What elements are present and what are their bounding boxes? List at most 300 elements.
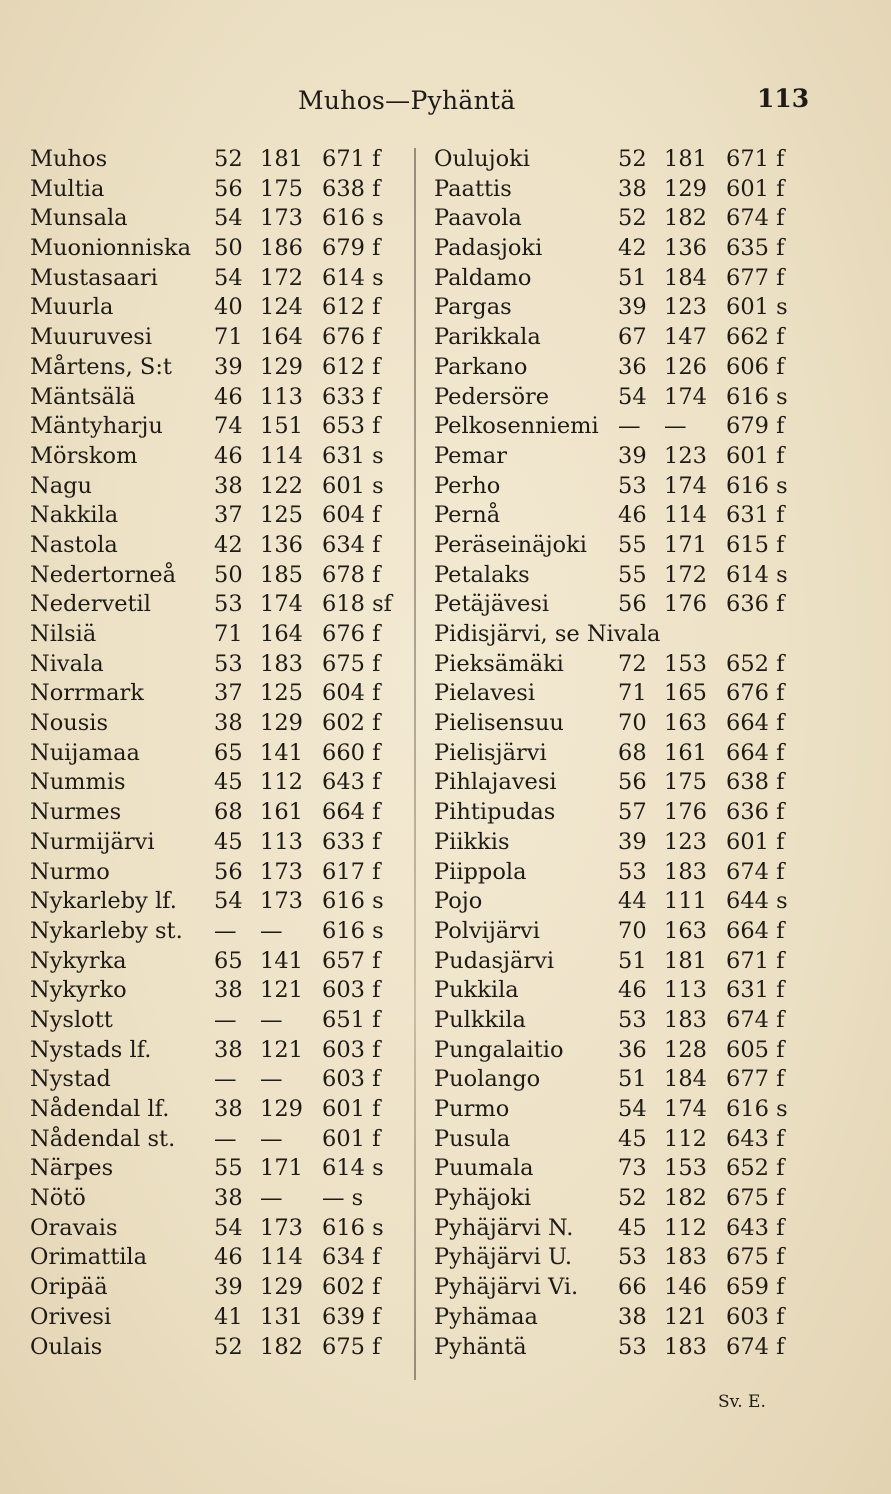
value-2: 153	[664, 650, 707, 677]
table-row	[434, 383, 834, 413]
place-name: Mäntyharju	[30, 413, 163, 440]
table-row	[434, 1125, 834, 1155]
place-name: Nummis	[30, 769, 126, 796]
value-3: 615 f	[726, 531, 785, 558]
value-3: 644 s	[726, 888, 788, 915]
value-1: 54	[214, 205, 243, 232]
value-1: 52	[214, 1333, 243, 1360]
value-3: 674 f	[726, 1006, 785, 1033]
table-row	[434, 501, 834, 531]
value-2: 114	[260, 1244, 303, 1271]
value-2: 163	[664, 710, 707, 737]
place-name: Paldamo	[434, 264, 532, 291]
place-name: Pielavesi	[434, 680, 536, 707]
value-3: 677 f	[726, 264, 785, 291]
place-name: Nivala	[30, 650, 104, 677]
value-3: 601 f	[322, 1096, 381, 1122]
place-name: Nilsiä	[30, 621, 97, 647]
value-1: 45	[214, 828, 243, 855]
place-name: Nurmes	[30, 799, 122, 826]
value-3: 660 f	[322, 739, 381, 766]
value-1: 65	[214, 947, 243, 974]
table-row	[30, 768, 410, 798]
value-1: 70	[618, 710, 647, 737]
place-name: Nedervetil	[30, 591, 151, 618]
value-3: 618 sf	[322, 591, 392, 618]
value-1: 45	[618, 1125, 647, 1152]
value-3: 616 s	[726, 383, 788, 410]
value-2: 141	[260, 739, 303, 766]
value-3: 679 f	[322, 235, 381, 262]
value-3: 605 f	[726, 1036, 785, 1063]
table-row	[30, 1184, 410, 1214]
place-name: Norrmark	[30, 680, 144, 707]
table-row	[434, 947, 834, 977]
value-2: 131	[260, 1303, 303, 1330]
value-3: 638 f	[726, 769, 785, 796]
value-3: 671 f	[726, 146, 785, 172]
value-3: 675 f	[322, 650, 381, 677]
place-name: Pelkosenniemi	[434, 413, 599, 440]
table-row	[434, 709, 834, 739]
table-row	[30, 1125, 410, 1155]
value-1: 38	[214, 710, 243, 737]
value-2: 176	[664, 591, 707, 618]
table-row	[30, 976, 410, 1006]
value-2: 183	[664, 1333, 707, 1360]
value-2: 164	[260, 324, 303, 351]
place-name: Mörskom	[30, 442, 138, 469]
value-1: 50	[214, 561, 243, 588]
value-2: 114	[664, 502, 707, 529]
value-2: 173	[260, 858, 303, 885]
table-row	[434, 442, 834, 472]
table-row	[30, 264, 410, 294]
table-row	[30, 1006, 410, 1036]
place-name: Nystad	[30, 1066, 111, 1093]
table-row	[30, 709, 410, 739]
place-name: Petäjävesi	[434, 591, 550, 618]
value-3: 614 s	[322, 1155, 384, 1182]
place-name: Peräseinäjoki	[434, 531, 587, 558]
value-3: 604 f	[322, 502, 381, 529]
place-name: Multia	[30, 175, 105, 202]
place-name: Pihtipudas	[434, 799, 556, 826]
value-1: 38	[214, 1185, 243, 1212]
value-1: 55	[618, 561, 647, 588]
place-name: Nykarleby lf.	[30, 888, 177, 915]
value-2: —	[260, 1125, 283, 1152]
table-row	[30, 442, 410, 472]
value-1: 57	[618, 799, 647, 826]
table-row	[30, 1273, 410, 1303]
value-3: 603 f	[322, 1036, 381, 1063]
value-2: 184	[664, 264, 707, 291]
value-1: 55	[618, 531, 647, 558]
table-row	[434, 887, 834, 917]
value-3: 616 s	[322, 205, 384, 232]
place-name: Puumala	[434, 1155, 534, 1182]
value-1: 46	[618, 977, 647, 1004]
table-row	[434, 1214, 834, 1244]
value-2: 174	[664, 1096, 707, 1122]
value-3: 678 f	[322, 561, 381, 588]
value-2: 151	[260, 413, 303, 440]
table-row	[30, 383, 410, 413]
table-row	[434, 293, 834, 323]
table-row	[30, 620, 410, 650]
value-2: 153	[664, 1155, 707, 1182]
table-row	[434, 768, 834, 798]
value-3: 604 f	[322, 680, 381, 707]
table-row	[30, 590, 410, 620]
value-1: 68	[618, 739, 647, 766]
value-2: 174	[260, 591, 303, 618]
place-name: Piikkis	[434, 828, 510, 855]
table-row	[30, 739, 410, 769]
value-2: 186	[260, 235, 303, 262]
value-2: 161	[260, 799, 303, 826]
value-1: 44	[618, 888, 647, 915]
value-2: 184	[664, 1066, 707, 1093]
value-2: 181	[664, 947, 707, 974]
table-row	[434, 1184, 834, 1214]
table-row	[434, 531, 834, 561]
table-row	[434, 679, 834, 709]
value-1: 51	[618, 947, 647, 974]
table-row	[434, 175, 834, 205]
value-1: 52	[618, 1185, 647, 1212]
value-1: 46	[214, 1244, 243, 1271]
value-1: 36	[618, 1036, 647, 1063]
value-2: 113	[260, 383, 303, 410]
value-2: 123	[664, 442, 707, 469]
table-row	[434, 976, 834, 1006]
place-name: Pyhäntä	[434, 1333, 527, 1360]
value-1: 50	[214, 235, 243, 262]
value-3: 601 f	[726, 175, 785, 202]
value-3: 634 f	[322, 531, 381, 558]
table-row	[30, 1154, 410, 1184]
value-2: 124	[260, 294, 303, 321]
value-3: 677 f	[726, 1066, 785, 1093]
value-3: 636 f	[726, 591, 785, 618]
value-3: 676 f	[322, 621, 381, 647]
value-3: 616 s	[322, 1214, 384, 1241]
table-row	[434, 472, 834, 502]
table-row	[434, 1036, 834, 1066]
value-2: 112	[664, 1214, 707, 1241]
table-row	[434, 1154, 834, 1184]
place-name: Pidisjärvi, se Nivala	[434, 621, 661, 647]
value-3: 651 f	[322, 1006, 381, 1033]
place-name: Nakkila	[30, 502, 119, 529]
value-1: 71	[618, 680, 647, 707]
value-1: 36	[618, 353, 647, 380]
value-2: 122	[260, 472, 303, 499]
value-1: —	[214, 1125, 237, 1152]
value-1: 38	[214, 1036, 243, 1063]
value-3: 638 f	[322, 175, 381, 202]
table-row	[30, 650, 410, 680]
table-row	[30, 1333, 410, 1363]
value-1: 53	[618, 1244, 647, 1271]
place-name: Pielisjärvi	[434, 739, 547, 766]
place-name: Oulujoki	[434, 146, 530, 172]
value-1: 67	[618, 324, 647, 351]
value-3: 664 f	[726, 739, 785, 766]
value-3: 674 f	[726, 858, 785, 885]
value-3: 674 f	[726, 205, 785, 232]
value-2: 183	[664, 858, 707, 885]
place-name: Pargas	[434, 294, 512, 321]
table-row	[30, 323, 410, 353]
place-name: Muonionniska	[30, 235, 192, 262]
value-1: 71	[214, 324, 243, 351]
table-row	[30, 472, 410, 502]
value-1: 42	[214, 531, 243, 558]
place-name: Pojo	[434, 888, 483, 915]
value-2: 121	[260, 1036, 303, 1063]
table-row	[434, 1006, 834, 1036]
table-row	[30, 1095, 410, 1125]
place-name: Pungalaitio	[434, 1036, 564, 1063]
value-2: 173	[260, 205, 303, 232]
place-name: Nykyrka	[30, 947, 127, 974]
value-2: 129	[664, 175, 707, 202]
value-1: 54	[618, 383, 647, 410]
place-name: Pyhäjärvi Vi.	[434, 1274, 579, 1301]
place-name: Perho	[434, 472, 501, 499]
place-name: Pukkila	[434, 977, 519, 1004]
table-row	[30, 887, 410, 917]
page-number: 113	[757, 84, 810, 113]
value-2: 128	[664, 1036, 707, 1063]
column-divider	[414, 148, 416, 1380]
table-row	[434, 828, 834, 858]
value-3: 674 f	[726, 1333, 785, 1360]
value-2: 181	[260, 146, 303, 172]
value-1: 56	[618, 591, 647, 618]
value-2: 163	[664, 917, 707, 944]
table-row	[434, 1095, 834, 1125]
left-column	[30, 145, 410, 1362]
value-2: 182	[260, 1333, 303, 1360]
value-2: 174	[664, 472, 707, 499]
place-name: Paavola	[434, 205, 522, 232]
value-1: 51	[618, 264, 647, 291]
place-name: Purmo	[434, 1096, 510, 1122]
value-1: 56	[214, 858, 243, 885]
value-3: 662 f	[726, 324, 785, 351]
table-row	[30, 828, 410, 858]
table-row	[434, 650, 834, 680]
page-title: Muhos—Pyhäntä	[298, 86, 516, 115]
value-1: 46	[618, 502, 647, 529]
table-row	[434, 1303, 834, 1333]
value-2: 181	[664, 146, 707, 172]
value-2: 141	[260, 947, 303, 974]
value-2: —	[664, 413, 687, 440]
value-3: 606 f	[726, 353, 785, 380]
value-3: 676 f	[322, 324, 381, 351]
value-2: 183	[260, 650, 303, 677]
value-1: 53	[618, 1006, 647, 1033]
value-1: 37	[214, 502, 243, 529]
value-1: 65	[214, 739, 243, 766]
value-2: 121	[260, 977, 303, 1004]
place-name: Puolango	[434, 1066, 541, 1093]
value-3: 633 f	[322, 383, 381, 410]
value-3: 616 s	[726, 472, 788, 499]
value-2: 161	[664, 739, 707, 766]
place-name: Mäntsälä	[30, 383, 136, 410]
value-2: 129	[260, 710, 303, 737]
table-row	[30, 531, 410, 561]
value-3: 616 s	[726, 1096, 788, 1122]
value-1: 45	[618, 1214, 647, 1241]
table-row	[434, 1273, 834, 1303]
value-2: 165	[664, 680, 707, 707]
place-name: Nousis	[30, 710, 109, 737]
table-row	[30, 917, 410, 947]
value-3: 601 f	[726, 828, 785, 855]
place-name: Pieksämäki	[434, 650, 564, 677]
place-name: Oulais	[30, 1333, 103, 1360]
value-2: 125	[260, 502, 303, 529]
place-name: Pudasjärvi	[434, 947, 555, 974]
value-2: 173	[260, 1214, 303, 1241]
value-3: 639 f	[322, 1303, 381, 1330]
value-3: 602 f	[322, 1274, 381, 1301]
value-1: 52	[618, 146, 647, 172]
place-name: Pihlajavesi	[434, 769, 557, 796]
value-2: 173	[260, 888, 303, 915]
table-row	[30, 234, 410, 264]
place-name: Muuruvesi	[30, 324, 153, 351]
value-1: 54	[214, 264, 243, 291]
table-row	[434, 620, 834, 650]
place-name: Petalaks	[434, 561, 530, 588]
table-row	[434, 234, 834, 264]
value-1: 37	[214, 680, 243, 707]
table-row	[434, 1065, 834, 1095]
value-2: 183	[664, 1006, 707, 1033]
value-1: 39	[618, 294, 647, 321]
place-name: Pyhäjärvi U.	[434, 1244, 573, 1271]
table-row	[434, 917, 834, 947]
value-3: 671 f	[322, 146, 381, 172]
value-2: 182	[664, 205, 707, 232]
value-1: 53	[618, 1333, 647, 1360]
value-2: 125	[260, 680, 303, 707]
value-3: 675 f	[322, 1333, 381, 1360]
value-3: 603 f	[322, 1066, 381, 1093]
place-name: Pusula	[434, 1125, 511, 1152]
value-3: 675 f	[726, 1244, 785, 1271]
value-1: —	[214, 917, 237, 944]
place-name: Paattis	[434, 175, 512, 202]
value-3: 612 f	[322, 294, 381, 321]
value-1: 74	[214, 413, 243, 440]
place-name: Pedersöre	[434, 383, 550, 410]
value-2: 123	[664, 294, 707, 321]
value-3: 614 s	[726, 561, 788, 588]
place-name: Nådendal lf.	[30, 1096, 170, 1122]
value-2: 113	[664, 977, 707, 1004]
place-name: Nykarleby st.	[30, 917, 183, 944]
place-name: Nurmo	[30, 858, 110, 885]
value-1: 52	[618, 205, 647, 232]
value-1: 41	[214, 1303, 243, 1330]
place-name: Nurmijärvi	[30, 828, 155, 855]
value-3: 601 s	[322, 472, 384, 499]
value-1: —	[214, 1066, 237, 1093]
place-name: Nådendal st.	[30, 1125, 176, 1152]
place-name: Piippola	[434, 858, 527, 885]
value-3: 601 f	[322, 1125, 381, 1152]
value-3: 633 f	[322, 828, 381, 855]
table-row	[434, 858, 834, 888]
value-3: — s	[322, 1185, 364, 1212]
place-name: Pemar	[434, 442, 507, 469]
table-row	[30, 561, 410, 591]
place-name: Nötö	[30, 1185, 86, 1212]
value-2: 113	[260, 828, 303, 855]
place-name: Pernå	[434, 502, 501, 529]
table-row	[30, 293, 410, 323]
table-row	[434, 264, 834, 294]
value-1: 66	[618, 1274, 647, 1301]
value-2: 112	[260, 769, 303, 796]
value-3: 671 f	[726, 947, 785, 974]
value-1: 46	[214, 383, 243, 410]
value-2: —	[260, 1006, 283, 1033]
place-name: Parikkala	[434, 324, 541, 351]
place-name: Pyhäjoki	[434, 1185, 532, 1212]
value-3: 635 f	[726, 235, 785, 262]
place-name: Oripää	[30, 1274, 108, 1301]
place-name: Närpes	[30, 1155, 114, 1182]
value-3: 631 s	[322, 442, 384, 469]
value-1: 53	[618, 472, 647, 499]
value-1: 39	[214, 353, 243, 380]
value-1: 54	[214, 888, 243, 915]
value-1: 53	[214, 650, 243, 677]
value-1: 40	[214, 294, 243, 321]
value-3: 617 f	[322, 858, 381, 885]
place-name: Nuijamaa	[30, 739, 140, 766]
place-name: Muhos	[30, 146, 108, 172]
value-3: 664 f	[322, 799, 381, 826]
value-3: 603 f	[726, 1303, 785, 1330]
value-3: 664 f	[726, 917, 785, 944]
value-2: 111	[664, 888, 707, 915]
value-3: 652 f	[726, 1155, 785, 1182]
table-row	[30, 501, 410, 531]
value-1: 52	[214, 146, 243, 172]
place-name: Nyslott	[30, 1006, 113, 1033]
right-column	[434, 145, 834, 1362]
value-3: 679 f	[726, 413, 785, 440]
value-1: 55	[214, 1155, 243, 1182]
place-name: Pulkkila	[434, 1006, 526, 1033]
value-2: 172	[260, 264, 303, 291]
table-row	[434, 1333, 834, 1363]
value-3: 636 f	[726, 799, 785, 826]
value-1: 46	[214, 442, 243, 469]
value-2: 129	[260, 353, 303, 380]
